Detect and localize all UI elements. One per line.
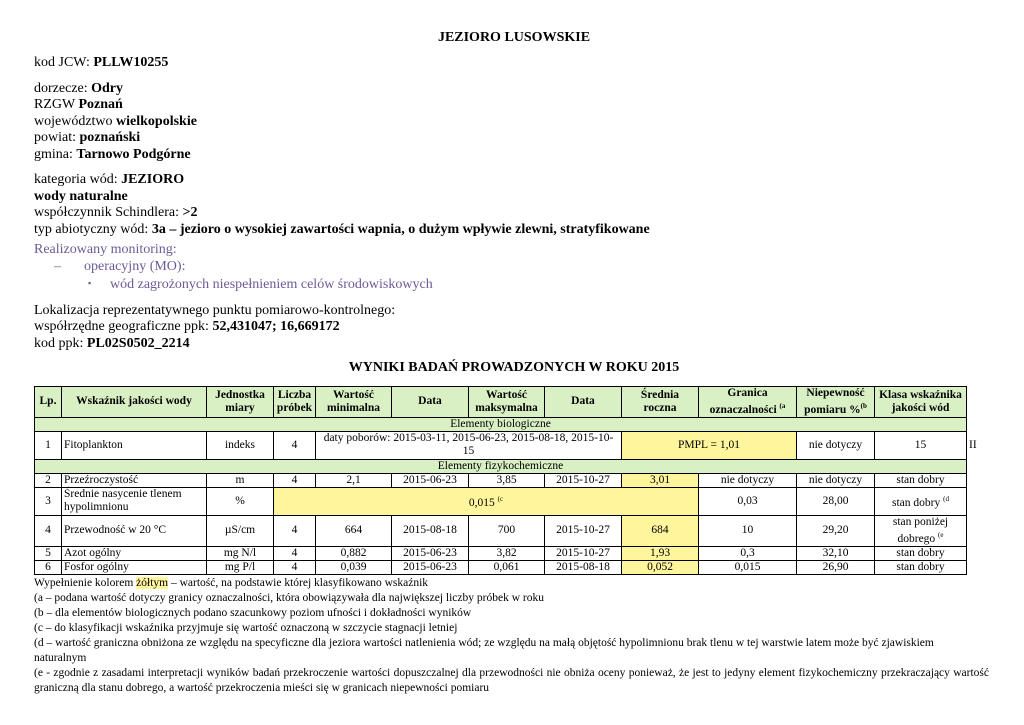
col-jednostka: Jednostka miary (207, 387, 274, 418)
col-wskaznik: Wskaźnik jakości wody (62, 387, 207, 418)
monitoring-level2: ▪ wód zagrożonych niespełnieniem celów środowiskowych (88, 277, 433, 292)
col-liczba: Liczba próbek (274, 387, 316, 418)
table-row: 6 Fosfor ogólny mg P/l 4 0,039 2015-06-23 0,061 2015-08-18 0,052 0,015 26,90 stan dobry (35, 560, 967, 574)
results-table (34, 386, 977, 575)
results-title: WYNIKI BADAŃ PROWADZONYCH W ROKU 2015 (348, 360, 680, 375)
table-row: 1 Fitoplankton indeks 4 daty poborów: 2015-03-11, 2015-06-23, 2015-08-18, 2015-10-15 PMPL = 1,01 nie dotyczy 15 II (35, 431, 967, 459)
footnote-a: (a – podana wartość dotyczy granicy oznaczalności, która obowiązywała dla największej liczby próbek w roku (34, 591, 544, 604)
col-niepewnosc: Niepewność pomiaru %$^{(b}$ (797, 387, 875, 418)
col-klasa: Klasa wskaźnika jakości wód (875, 387, 967, 418)
location-heading: Lokalizacja reprezentatywnego punktu pomiarowo-kontrolnego: (34, 302, 396, 318)
footnote-b: (b – dla elementów biologicznych podano szacunkowy poziom ufności i dokładności wyników (34, 606, 472, 619)
section-row-bio: Elementy biologiczne (35, 417, 967, 431)
fill-note: Wypełnienie kolorem żółtym – wartość, na podstawie której klasyfikowano wskaźnik (34, 576, 429, 589)
col-lp: Lp. (35, 387, 62, 418)
table-header-row (35, 387, 967, 418)
footnote-e: (e - zgodnie z zasadami interpretacji wyników badań przekroczenie wartości dopuszczalnej dla przewodności nie obniża oceny ponieważ, że jest to jedyny element fizykochemiczny przekraczający wartość graniczną dla stanu dobrego, a wartość przekroczenia mieści się w granicach niepewności pomiaru (34, 666, 989, 694)
table-row: 5 Azot ogólny mg N/l 4 0,882 2015-06-23 3,82 2015-10-27 1,93 0,3 32,10 stan dobry (35, 546, 967, 560)
section-row-fiz: Elementy fizykochemiczne (35, 459, 967, 473)
schindler-line: współczynnik Schindlera: >2 (34, 205, 198, 220)
dash-icon: – (54, 258, 61, 274)
coords-line: współrzędne geograficzne ppk: 52,431047; 16,669172 (34, 319, 340, 334)
footnote-c: (c – do klasyfikacji wskaźnika przyjmuje się wartość oznaczoną w szczycie stagnacji letniej (34, 621, 458, 634)
monitoring-title: Realizowany monitoring: (34, 242, 177, 257)
col-data1: Data (392, 387, 469, 418)
footnote-d: (d – wartość graniczna obniżona ze względu na specyficzne dla jeziora wartości natlenienia wód; ze względu na małą objętość hypolimnionu brak tlenu w tej warstwie latem może być zjawiskiem naturalnym (34, 636, 934, 664)
table-row: 4 Przewodność w 20 °C µS/cm 4 664 2015-08-18 700 2015-10-27 684 10 29,20 stan poniżej dobrego $^{(e}$ (35, 515, 967, 546)
document-page (34, 30, 994, 696)
table-row: 2 Przeźroczystość m 4 2,1 2015-06-23 3,85 2015-10-27 3,01 nie dotyczy nie dotyczy stan dobry (35, 473, 967, 487)
gmina-line: gmina: Tarnowo Podgórne (34, 146, 191, 162)
rzgw-line: RZGW Poznań (34, 97, 123, 112)
ppk-line: kod ppk: PL02S0502_2214 (34, 335, 190, 351)
sampling-dates: daty poborów: 2015-03-11, 2015-06-23, 2015-08-18, 2015-10-15 (316, 431, 622, 459)
wody-line: wody naturalne (34, 188, 128, 204)
col-data2: Data (545, 387, 622, 418)
table-row: 3 Średnie nasycenie tlenem hypolimnionu % 0,015 $^{(c}$ 0,03 28,00 stan dobry $^{(d}$ (35, 487, 967, 515)
col-srednia: Średnia roczna (622, 387, 699, 418)
footnotes (34, 576, 989, 696)
wojewodztwo-line: województwo wielkopolskie (34, 113, 197, 129)
col-min: Wartość minimalna (316, 387, 392, 418)
kod-jcw-value: PLLW10255 (93, 55, 169, 70)
kod-jcw-line: kod JCW: PLLW10255 (34, 55, 169, 70)
square-bullet-icon: ▪ (88, 278, 92, 288)
powiat-line: powiat: poznański (34, 130, 141, 145)
monitoring-level1: – operacyjny (MO): (54, 258, 186, 274)
col-max: Wartość maksymalna (469, 387, 545, 418)
kategoria-line: kategoria wód: JEZIORO (34, 172, 185, 187)
dorzecze-line: dorzecze: Odry (34, 80, 124, 96)
pmpl-value: PMPL = 1,01 (622, 431, 797, 459)
lake-title: JEZIORO LUSOWSKIE (437, 30, 591, 45)
typ-line: typ abiotyczny wód: 3a – jezioro o wysokiej zawartości wapnia, o dużym wpływie zlewni, stratyfikowane (34, 221, 650, 237)
col-granica: Granica oznaczalności $^{(a}$ (699, 387, 797, 418)
